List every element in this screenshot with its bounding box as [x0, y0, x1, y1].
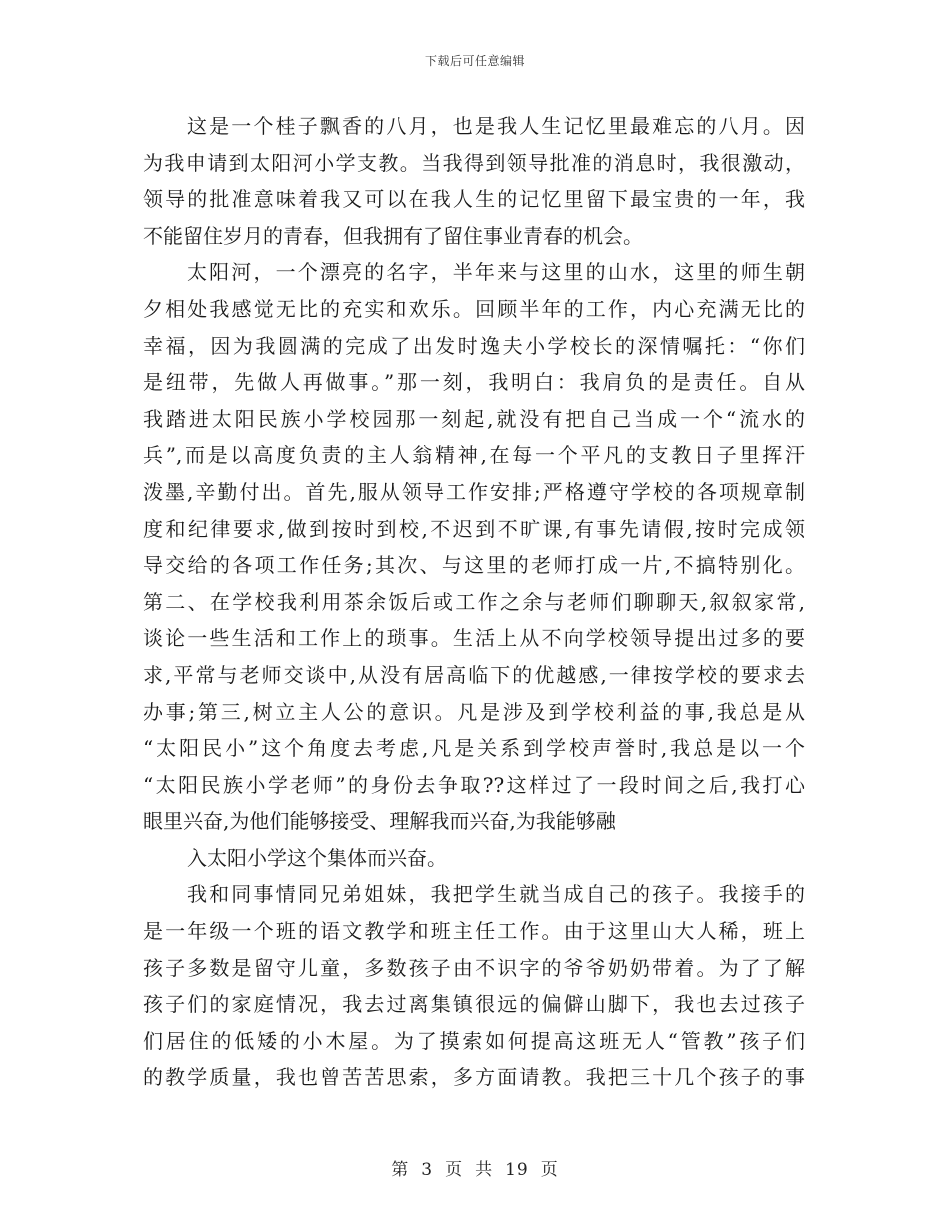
page-footer [0, 1155, 950, 1180]
text-line: 孩子们的家庭情况，我去过离集镇很远的偏僻山脚下，我也去过孩子 [143, 992, 805, 1017]
text-line: 导交给的各项工作任务;其次、与这里的老师打成一片,不搞特别化。 [143, 553, 805, 578]
text-line: 是纽带，先做人再做事。”那一刻，我明白：我肩负的是责任。自从 [143, 370, 805, 395]
text-line: 领导的批准意味着我又可以在我人生的记忆里留下最宝贵的一年，我 [143, 187, 805, 212]
text-line: 眼里兴奋,为他们能够接受、理解我而兴奋,为我能够融 [143, 809, 616, 834]
text-line: 夕相处我感觉无比的充实和欢乐。回顾半年的工作，内心充满无比的 [143, 296, 805, 321]
text-line: 谈论一些生活和工作上的琐事。生活上从不向学校领导提出过多的要 [143, 626, 805, 651]
text-line: 幸福，因为我圆满的完成了出发时逸夫小学校长的深情嘱托：“你们 [143, 333, 805, 358]
text-line: 我踏进太阳民族小学校园那一刻起,就没有把自己当成一个“流水的 [143, 406, 805, 431]
text-line: 兵”,而是以高度负责的主人翁精神,在每一个平凡的支教日子里挥汗 [143, 443, 805, 468]
text-line: 这是一个桂子飘香的八月，也是我人生记忆里最难忘的八月。因 [187, 114, 805, 138]
text-line: 泼墨,辛勤付出。首先,服从领导工作安排;严格遵守学校的各项规章制 [143, 479, 805, 504]
text-line: 入太阳小学这个集体而兴奋。 [187, 845, 447, 870]
page-header: 下载后可任意编辑 [424, 54, 525, 68]
text-line: 为我申请到太阳河小学支教。当我得到领导批准的消息时，我很激动， [143, 150, 805, 175]
text-line: 们居住的低矮的小木屋。为了摸索如何提高这班无人“管教”孩子们 [143, 1028, 805, 1053]
footer-total-pages: 19 [505, 1160, 529, 1180]
text-line: 第二、在学校我利用茶余饭后或工作之余与老师们聊聊天,叙叙家常, [143, 589, 805, 614]
document-body [143, 108, 805, 1096]
text-line: 我和同事情同兄弟姐妹，我把学生就当成自己的孩子。我接手的 [187, 882, 805, 907]
text-line: 求,平常与老师交谈中,从没有居高临下的优越感,一律按学校的要求去 [143, 662, 805, 687]
text-line: 孩子多数是留守儿童，多数孩子由不识字的爷爷奶奶带着。为了了解 [143, 955, 805, 980]
footer-total-label: 共 [475, 1160, 494, 1180]
text-line: “太阳民族小学老师”的身份去争取??这样过了一段时间之后,我打心 [143, 772, 805, 797]
footer-end-label: 页 [540, 1160, 559, 1180]
text-line: 的教学质量，我也曾苦苦思索，多方面请教。我把三十几个孩子的事 [143, 1065, 805, 1090]
footer-page-unit: 页 [445, 1160, 464, 1180]
text-line: 度和纪律要求,做到按时到校,不迟到不旷课,有事先请假,按时完成领 [143, 516, 805, 541]
text-line: 不能留住岁月的青春，但我拥有了留住事业青春的机会。 [143, 223, 643, 248]
text-line: 太阳河，一个漂亮的名字，半年来与这里的山水，这里的师生朝 [187, 260, 805, 285]
text-line: 是一年级一个班的语文教学和班主任工作。由于这里山大人稀，班上 [143, 919, 805, 944]
text-line: 办事;第三,树立主人公的意识。凡是涉及到学校利益的事,我总是从 [143, 699, 805, 724]
footer-page-label: 第 [391, 1160, 410, 1180]
footer-current-page: 3 [421, 1160, 434, 1180]
text-line: “太阳民小”这个角度去考虑,凡是关系到学校声誉时,我总是以一个 [143, 736, 805, 761]
